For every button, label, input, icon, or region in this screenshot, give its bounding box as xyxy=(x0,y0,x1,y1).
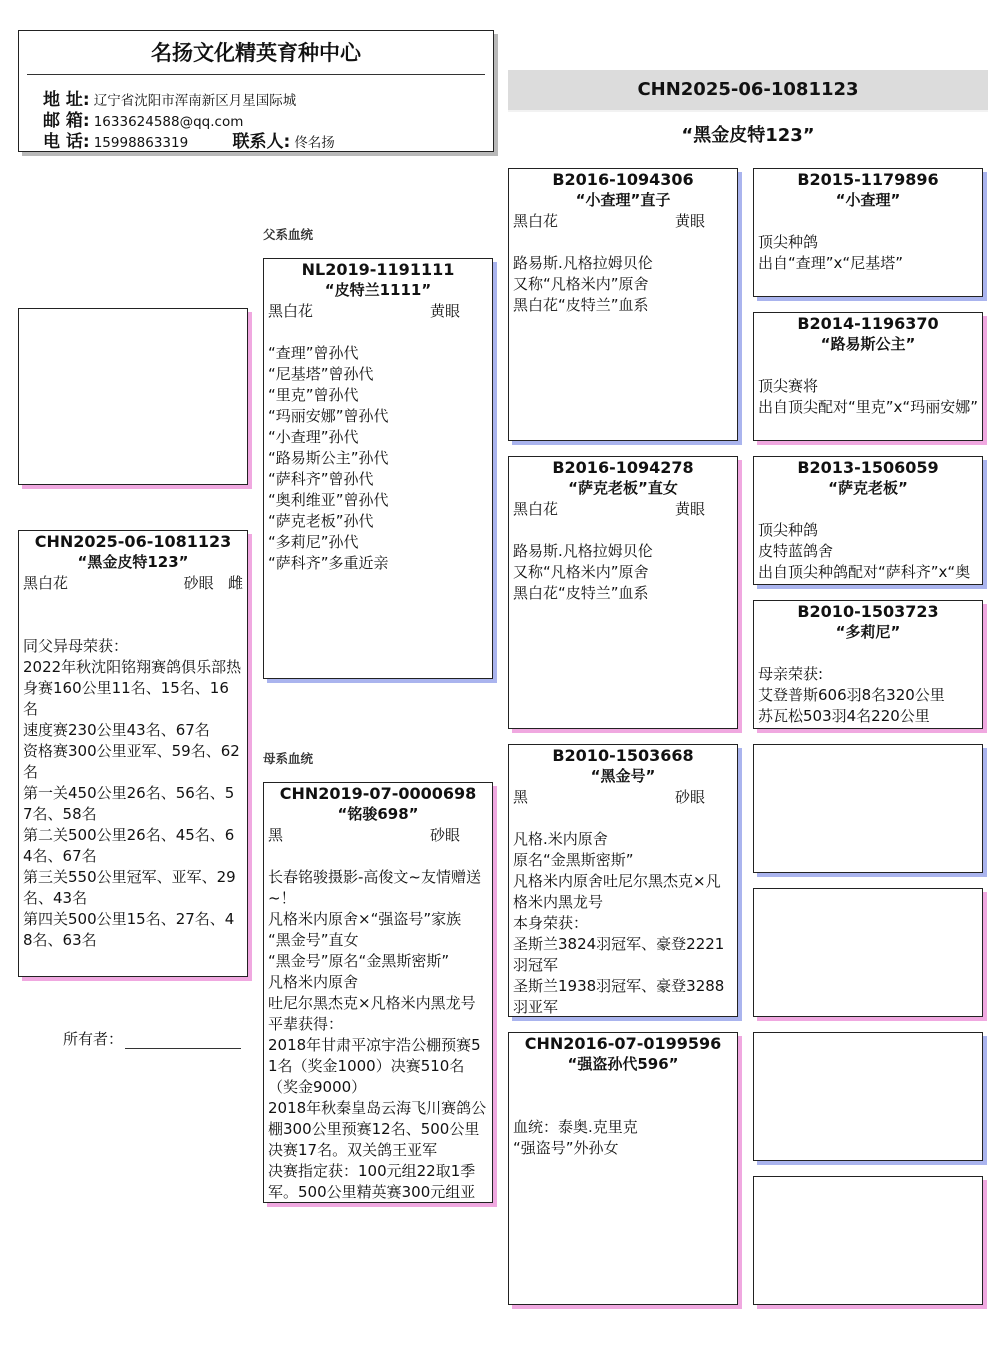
note-line: “萨科齐”多重近亲 xyxy=(268,554,389,572)
dam-section-label: 母系血统 xyxy=(263,751,314,766)
note-line: 2018年甘肃平凉宇浩公棚预赛51名（奖金1000）决赛510名（奖金9000） xyxy=(268,1036,481,1096)
traits-row xyxy=(19,573,247,594)
note-line: 路易斯.凡格拉姆贝伦 xyxy=(513,254,653,272)
breeder-info-card xyxy=(18,30,494,152)
granddam-paternal-card xyxy=(508,456,738,729)
dam-card xyxy=(263,782,493,1203)
ring-number: B2010-1503723 xyxy=(797,602,939,621)
grandsire-maternal-card xyxy=(508,744,738,1017)
phone-row xyxy=(43,127,335,152)
ggp-card-2 xyxy=(753,312,983,441)
note-line: 又称“凡格米内”原舍 xyxy=(513,275,649,293)
note-line: 圣斯兰3824羽冠军、豪登2221羽冠军 xyxy=(513,935,725,974)
note-line: 路易斯.凡格拉姆贝伦 xyxy=(513,542,653,560)
owner-label: 所有者： xyxy=(63,1030,124,1048)
note-line: 本身荣获： xyxy=(513,914,589,932)
contact-value: 佟名扬 xyxy=(294,135,335,151)
address-label: 地 址: xyxy=(43,90,90,110)
eye: 砂眼 xyxy=(674,788,705,806)
note-line: 2018年秋秦皇岛云海飞川赛鸽公棚300公里预赛12名、500公里决赛17名。双关鸽王亚军 xyxy=(268,1099,487,1159)
note-line: 艾登普斯606羽8名320公里 xyxy=(758,686,945,704)
note-line: “小查理”孙代 xyxy=(268,428,359,446)
owner-field xyxy=(63,1028,241,1049)
traits-row xyxy=(509,787,737,808)
note-line: 凡格.米内原舍 xyxy=(513,830,608,848)
ring-number: NL2019-1191111 xyxy=(301,260,455,279)
bird-name: “铭骏698” xyxy=(337,805,419,823)
color: 黑 xyxy=(268,826,284,844)
note-line: “黑金号”直女 xyxy=(268,931,359,949)
note-line: “里克”曾孙代 xyxy=(268,386,359,404)
bird-name: “小查理”直子 xyxy=(575,191,671,209)
bird-name: “黑金皮特123” xyxy=(77,553,189,571)
bird-name: “路易斯公主” xyxy=(820,335,916,353)
contact-label: 联系人: xyxy=(232,132,291,152)
email-label: 邮 箱: xyxy=(43,111,90,131)
note-line: 第二关500公里26名、45名、64名、67名 xyxy=(23,826,235,865)
address-value: 辽宁省沈阳市浑南新区月星国际城 xyxy=(93,93,297,109)
eye: 砂眼 xyxy=(183,574,214,592)
divider xyxy=(27,74,485,75)
sex: 雌 xyxy=(227,574,243,592)
subject-name-title: “黑金皮特123” xyxy=(681,125,815,146)
note-line: 顶尖种鸽 xyxy=(758,521,819,539)
subject-card xyxy=(18,530,248,977)
note-line: 血统：泰奥.克里克 xyxy=(513,1118,638,1136)
note-line: “尼基塔”曾孙代 xyxy=(268,365,374,383)
note-line: 第三关550公里冠军、亚军、29名、43名 xyxy=(23,868,236,907)
sire-card xyxy=(263,258,493,679)
note-line: 凡格米内原舍 xyxy=(268,973,359,991)
note-line: 同父异母荣获： xyxy=(23,637,129,655)
bird-name: “小查理” xyxy=(835,191,901,209)
note-line: 圣斯兰1938羽冠军、豪登3288羽亚军 xyxy=(513,977,725,1016)
eye: 黄眼 xyxy=(674,212,705,230)
note-line: 资格赛300公里亚军、59名、62名 xyxy=(23,742,240,781)
note-line: 平辈获得： xyxy=(268,1015,344,1033)
ring-number: B2010-1503668 xyxy=(552,746,694,765)
bird-name: “萨克老板” xyxy=(828,479,908,497)
phone-value: 15998863319 xyxy=(93,135,189,151)
ring-number: CHN2025-06-1081123 xyxy=(34,532,232,551)
note-line: 原名“金黑斯密斯” xyxy=(513,851,634,869)
phone-label: 电 话: xyxy=(43,132,90,152)
note-line: “萨克老板”孙代 xyxy=(268,512,374,530)
ggp-card-1 xyxy=(753,168,983,297)
ggp-card-5-empty xyxy=(753,744,983,873)
traits-row xyxy=(264,301,492,322)
note-line: 决赛指定获：100元组22取1季军。500公里精英赛300元组亚 xyxy=(268,1162,476,1201)
ggp-card-7-empty xyxy=(753,1032,983,1161)
note-line: 第一关450公里26名、56名、57名、58名 xyxy=(23,784,235,823)
note-line: “多莉尼”孙代 xyxy=(268,533,359,551)
bird-name: “皮特兰1111” xyxy=(324,281,432,299)
ggp-card-3 xyxy=(753,456,983,585)
traits-row xyxy=(264,825,492,846)
note-line: 凡格米内原舍×“强盗号”家族 xyxy=(268,910,462,928)
note-line: 苏瓦松503羽4名220公里 xyxy=(758,707,930,725)
note-line: 出自顶尖配对“里克”x“玛丽安娜” xyxy=(758,398,978,416)
note-line: 凡格米内原舍吐尼尔黑杰克×凡格米内黑龙号 xyxy=(513,872,721,911)
email-value: 1633624588@qq.com xyxy=(93,114,244,130)
note-line: 黑白花“皮特兰”血系 xyxy=(513,296,649,314)
note-line: “路易斯公主”孙代 xyxy=(268,449,389,467)
traits-row xyxy=(509,499,737,520)
color: 黑白花 xyxy=(513,500,559,518)
color: 黑白花 xyxy=(268,302,314,320)
note-line: 母亲荣获: xyxy=(758,665,824,683)
note-line: “黑金号”原名“金黑斯密斯” xyxy=(268,952,450,970)
ring-number: B2014-1196370 xyxy=(797,314,939,333)
note-line: “奥利维亚”曾孙代 xyxy=(268,491,389,509)
note-line: 出自顶尖种鸽配对“萨科齐”x“奥 xyxy=(758,563,971,581)
ring-number: CHN2016-07-0199596 xyxy=(524,1034,722,1053)
subject-ring-banner: CHN2025-06-1081123 xyxy=(508,70,988,112)
ring-number: CHN2019-07-0000698 xyxy=(279,784,477,803)
bird-name: “黑金号” xyxy=(590,767,656,785)
note-line: 顶尖种鸽 xyxy=(758,233,819,251)
note-line: 黑白花“皮特兰”血系 xyxy=(513,584,649,602)
granddam-maternal-card xyxy=(508,1032,738,1305)
sire-section-label: 父系血统 xyxy=(263,227,314,242)
note-line: “强盗号”外孙女 xyxy=(513,1139,619,1157)
note-line: 顶尖赛将 xyxy=(758,377,819,395)
grandsire-paternal-card xyxy=(508,168,738,441)
ring-number: B2016-1094278 xyxy=(552,458,694,477)
note-line: “玛丽安娜”曾孙代 xyxy=(268,407,389,425)
eye: 黄眼 xyxy=(429,302,460,320)
breeder-title: 名扬文化精英育种中心 xyxy=(151,41,361,65)
ggp-card-4 xyxy=(753,600,983,729)
note-line: 长春铭骏摄影-高俊文~友情赠送~！ xyxy=(268,868,481,907)
bird-name: “萨克老板”直女 xyxy=(568,479,678,497)
note-line: 2022年秋沈阳铭翔赛鸽俱乐部热身赛160公里11名、15名、16名 xyxy=(23,658,242,718)
note-line: 皮特蓝鸽舍 xyxy=(758,542,834,560)
note-line: 第四关500公里15名、27名、48名、63名 xyxy=(23,910,235,949)
note-line: 速度赛230公里43名、67名 xyxy=(23,721,210,739)
ggp-card-6-empty xyxy=(753,888,983,1017)
traits-row xyxy=(509,211,737,232)
color: 黑白花 xyxy=(23,574,69,592)
color: 黑白花 xyxy=(513,212,559,230)
note-line: 吐尼尔黑杰克×凡格米内黑龙号 xyxy=(268,994,476,1012)
note-line: “萨科齐”曾孙代 xyxy=(268,470,374,488)
ring-number: B2013-1506059 xyxy=(797,458,939,477)
ggp-card-8-empty xyxy=(753,1176,983,1305)
bird-name: “强盗孙代596” xyxy=(567,1055,679,1073)
bird-name: “多莉尼” xyxy=(835,623,901,641)
owner-blank xyxy=(125,1032,241,1049)
note-line: 出自“查理”x“尼基塔” xyxy=(758,254,903,272)
ring-number: B2015-1179896 xyxy=(797,170,939,189)
eye: 砂眼 xyxy=(429,826,460,844)
color: 黑 xyxy=(513,788,529,806)
eye: 黄眼 xyxy=(674,500,705,518)
note-line: “查理”曾孙代 xyxy=(268,344,359,362)
photo-placeholder xyxy=(18,308,248,485)
note-line: 又称“凡格米内”原舍 xyxy=(513,563,649,581)
ring-number: B2016-1094306 xyxy=(552,170,694,189)
